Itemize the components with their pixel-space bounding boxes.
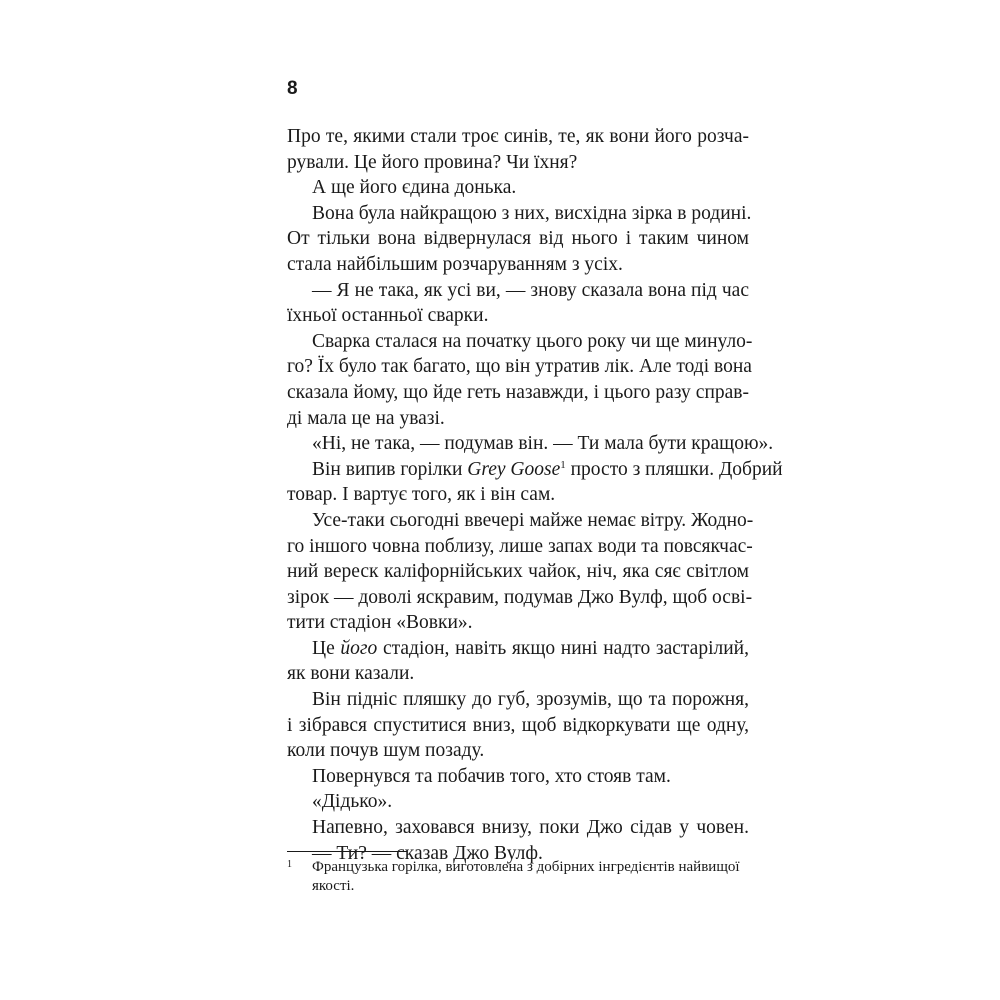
text-line: Він підніс пляшку до губ, зрозумів, що та порожня, <box>312 689 749 711</box>
text-line <box>287 457 783 483</box>
footnote-marker: 1 <box>287 859 292 870</box>
footnote-line: якості. <box>312 878 355 894</box>
text-segment: просто з пляшки. Добрий <box>565 458 783 480</box>
text-line: А ще його єдина донька. <box>312 177 517 199</box>
text-line: сказала йому, що йде геть назавжди, і цього разу справ- <box>287 381 749 403</box>
text-line: ний вереск каліфорнійських чайок, ніч, яка сяє світлом <box>287 561 749 583</box>
text-segment: Це <box>312 637 341 659</box>
text-line: Усе-таки сьогодні ввечері майже немає вітру. Жодно- <box>312 509 754 531</box>
text-line: Повернувся та побачив того, хто стояв там. <box>312 765 671 787</box>
text-line: тити стадіон «Вовки». <box>287 612 473 634</box>
text-line: От тільки вона відвернулася від нього і таким чином <box>287 228 749 250</box>
text-line: їхньої останньої сварки. <box>287 305 489 327</box>
text-line: Сварка сталася на початку цього року чи ще минуло- <box>312 330 753 352</box>
text-line: стала найбільшим розчаруванням з усіх. <box>287 253 623 275</box>
text-line: і зібрався спуститися вниз, щоб відкоркувати ще одну, <box>287 714 749 736</box>
text-line: Вона була найкращою з них, висхідна зірка в родині. <box>312 202 752 224</box>
text-line: го? Їх було так багато, що він утратив лік. Але тоді вона <box>287 356 752 378</box>
text-line: рували. Це його провина? Чи їхня? <box>287 151 578 173</box>
footnote-reference: 1 <box>560 458 566 471</box>
footnote-divider <box>287 851 407 852</box>
text-line: коли почув шум позаду. <box>287 740 485 762</box>
text-line: Напевно, заховався внизу, поки Джо сідав у човен. <box>312 817 749 839</box>
text-line: ді мала це на увазі. <box>287 407 445 429</box>
text-segment: Він випив горілки <box>312 458 468 480</box>
text-line: — Я не така, як усі ви, — знову сказала вона під час <box>312 279 749 301</box>
text-line: «Ні, не така, — подумав він. — Ти мала бути кращою». <box>312 433 774 455</box>
text-line: го іншого човна поблизу, лише запах води та повсякчас- <box>287 535 753 557</box>
text-line: зірок — доволі яскравим, подумав Джо Вулф, щоб осві- <box>287 586 753 608</box>
text-segment: Grey Goose <box>467 458 561 480</box>
body-text <box>287 124 783 866</box>
text-line <box>287 636 749 662</box>
text-segment: його <box>340 637 378 659</box>
text-segment: стадіон, навіть якщо нині надто застарілий, <box>377 637 749 659</box>
text-line: як вони казали. <box>287 663 415 685</box>
footnote-line: Французька горілка, виготовлена з добірних інгредієнтів найвищої <box>312 859 740 875</box>
text-line: — Ти? — сказав Джо Вулф. <box>312 842 543 864</box>
page-number: 8 <box>287 78 298 99</box>
text-line: Про те, якими стали троє синів, те, як вони його розча- <box>287 126 749 147</box>
text-line: «Дідько». <box>312 791 393 813</box>
text-line: товар. І вартує того, як і він сам. <box>287 484 556 506</box>
footnote <box>287 858 749 896</box>
